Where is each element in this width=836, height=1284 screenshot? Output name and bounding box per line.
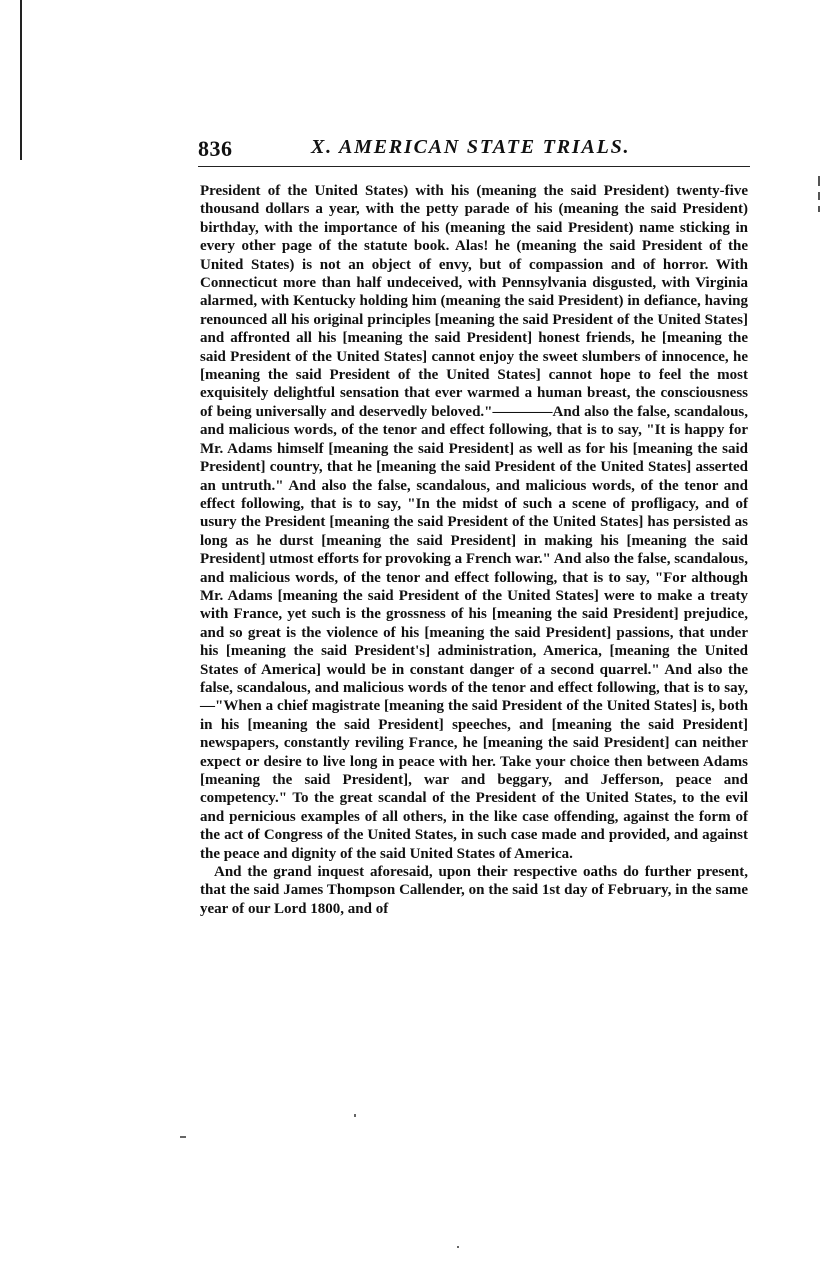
- running-title: X. AMERICAN STATE TRIALS.: [311, 136, 631, 158]
- margin-tick-mark: [818, 192, 820, 200]
- scan-speck: [354, 1114, 356, 1117]
- page-body: [200, 182, 748, 918]
- running-header: [198, 132, 750, 167]
- scan-speck: [180, 1136, 186, 1138]
- body-paragraph: President of the United States) with his (meaning the said President) twenty-five thousand dollars a year, with the petty parade of his (meaning the said President) birthday, with the importance of his (meaning the said President) name sticking in every other page of the statute book. Alas! he (meaning the said President of the United States) is not an object of envy, but of compassion and of horror. With Connecticut more than half undeceived, with Pennsylvania disgusted, with Virginia alarmed, with Kentucky holding him (meaning the said President) in defiance, having renounced all his original principles [meaning the said President of the United States] and affronted all his [meaning the said President] honest friends, he [meaning the said President of the United States] cannot enjoy the sweet slumbers of innocence, he [meaning the said President of the United States] cannot hope to feel the most exquisitely delightful sensation that ever warmed a human breast, the consciousness of being universally and deservedly beloved."————And also the false, scandalous, and malicious words, of the tenor and effect following, that is to say, "It is happy for Mr. Adams himself [meaning the said President] as well as for his [meaning the said President] country, that he [meaning the said President of the United States] asserted an untruth." And also the false, scandalous, and malicious words, of the tenor and effect following, that is to say, "In the midst of such a scene of profligacy, and of usury the President [meaning the said President of the United States] has persisted as long as he durst [meaning the said President] in making his [meaning the said President] utmost efforts for provoking a French war." And also the false, scandalous, and malicious words, of the tenor and effect following, that is to say, "For although Mr. Adams [meaning the said President of the United States] were to make a treaty with France, yet such is the grossness of his [meaning the said President] prejudice, and so great is the violence of his [meaning the said President] passions, that under his [meaning the said President's] administration, America, [meaning the United States of America] would be in constant danger of a second quarrel." And also the false, scandalous, and malicious words of the tenor and effect following, that is to say,—"When a chief magistrate [meaning the said President of the United States] is, both in his [meaning the said President] speeches, and [meaning the said President] newspapers, constantly reviling France, he [meaning the said President] can neither expect or desire to live long in peace with her. Take your choice then between Adams [meaning the said President], war and beggary, and Jefferson, peace and competency." To the great scandal of the President of the United States, to the evil and pernicious examples of all others, in the like case offending, against the form of the act of Congress of the United States, in such case made and provided, and against the peace and dignity of the said United States of America.: [200, 183, 748, 862]
- margin-tick-mark: [818, 206, 820, 212]
- page-number: 836: [198, 136, 233, 161]
- body-paragraph: And the grand inquest aforesaid, upon their respective oaths do further present, that the said James Thompson Callender, on the said 1st day of February, in the same year of our Lord 1800, and of: [200, 864, 748, 917]
- margin-tick-mark: [818, 176, 820, 186]
- binding-edge-line: [20, 0, 22, 160]
- scan-speck: [457, 1246, 459, 1248]
